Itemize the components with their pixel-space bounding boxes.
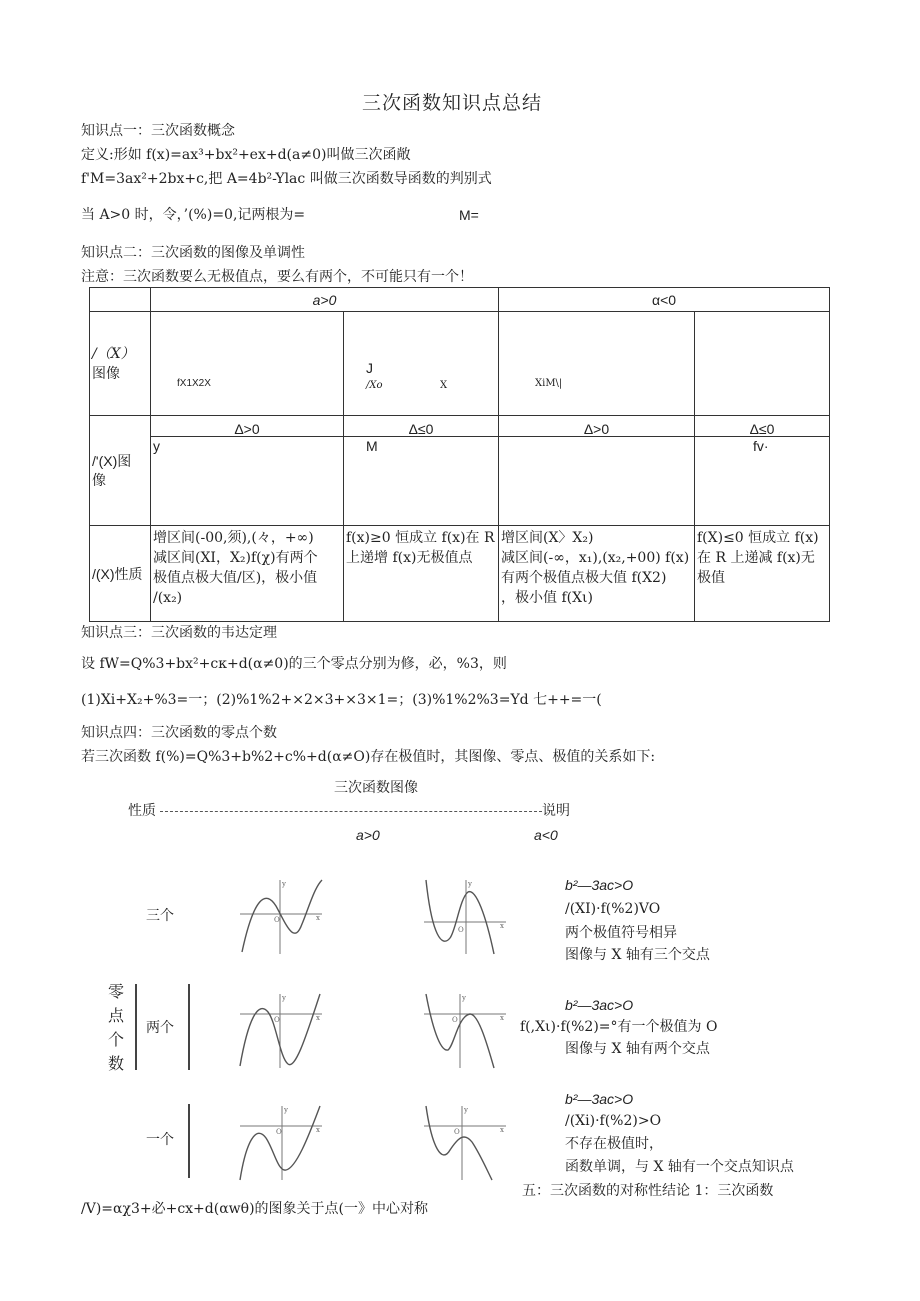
property-cell-1 [151,526,344,622]
vieta-formulas: (1)Xi+X₂+%3=一；(2)%1%2+×2×3+×3×1=；(3)%1%2%3=Yd 七++=一( [81,692,602,708]
note-three-1: b²—3ac>O [565,877,634,893]
side-bar [135,984,137,1070]
deriv-cell-1 [151,416,344,526]
graph-cell-3 [499,312,695,416]
deriv-cell-3 [499,416,695,526]
table-corner [90,288,151,312]
shuoming-label: 说明 [542,803,570,819]
axis-o: O [452,1016,458,1024]
graph-cell-2-b: X [440,380,448,391]
property-1-line: /(x₂) [153,590,183,606]
row-property-label: /(X)性质 [90,526,151,622]
side-label-char: 零 [108,982,125,1001]
graph-cell-3-text: XiM\| [535,378,563,389]
property-2-line: 上递增 f(x)无极值点 [346,550,473,566]
property-3-line: ，极小值 f(Xι) [501,590,594,606]
graph-three-neg [420,876,510,956]
axis-y: y [284,1106,288,1114]
right-bar-2 [188,984,190,1070]
graph-two-pos [236,990,326,1070]
section3-heading: 知识点三：三次函数的韦达定理 [81,625,277,641]
axis-x: x [500,1126,504,1134]
property-cell-3 [499,526,695,622]
row-deriv-label-line1: /'(X)图 [92,452,132,469]
delta-4: Δ≤0 [695,416,829,437]
graph-cell-2-a: /Xo [366,380,383,391]
note-two-1: b²—3ac>O [565,997,634,1013]
property-3-line: 增区间(X〉X₂) [501,530,594,546]
axis-x: x [500,922,504,930]
section1-heading: 知识点一：三次函数概念 [81,123,235,139]
axis-y: y [464,1106,468,1114]
note-one-2: /(Xi)·f(%2)>O [565,1113,662,1129]
header-a-positive: a>0 [151,288,499,312]
graph-cell-1 [151,312,344,416]
section2-heading: 知识点二：三次函数的图像及单调性 [81,245,305,261]
section5-line1: 五：三次函数的对称性结论 1：三次函数 [522,1183,774,1199]
deriv-cell-4 [695,416,830,526]
graph-title: 三次函数图像 [334,780,418,796]
note-three-2: /(XI)·f(%2)VO [565,901,661,917]
property-4-line: f(X)≤0 恒成立 f(x) [697,530,819,546]
axis-y: y [282,994,286,1002]
graph-cell-2 [344,312,499,416]
axis-y: y [468,880,472,888]
property-cell-4 [695,526,830,622]
axis-o: O [274,916,280,924]
side-label-char: 个 [108,1030,125,1049]
property-4-line: 在 R 上递减 f(x)无 [697,550,815,566]
row-label-three: 三个 [146,908,174,924]
header-a-neg: a<0 [534,827,558,843]
axis-o: O [276,1128,282,1136]
note-two-3: 图像与 X 轴有两个交点 [565,1041,710,1057]
delta-1: Δ>0 [151,416,343,437]
page-title: 三次函数知识点总结 [362,92,543,114]
graph-cell-1-text: fX1X2X [177,378,211,389]
graph-one-pos [236,1102,326,1182]
axis-o: O [274,1016,280,1024]
row-label-two: 两个 [146,1020,174,1036]
note-two-2: f(,Xι)·f(%2)=°有一个极值为 O [520,1019,718,1035]
monotonicity-table [89,287,830,622]
property-3-line: 有两个极值点极大值 f(X2) [501,570,667,586]
xingzhi-label: 性质 [128,803,156,819]
note-one-4: 函数单调，与 X 轴有一个交点知识点 [565,1159,794,1175]
dashed-divider [160,811,542,812]
note-three-3: 两个极值符号相异 [565,925,677,941]
deriv-cell-4-fv: fv· [753,438,769,454]
header-a-pos: a>0 [356,827,380,843]
graph-cell-4 [695,312,830,416]
row-graph-label [90,312,151,416]
graph-cell-2-top: J [366,360,373,376]
graph-three-pos [236,876,326,956]
delta-3: Δ>0 [499,416,694,437]
row-graph-label-line1: /（X） [92,345,135,362]
property-2-line: f(x)≥0 恒成立 f(x)在 R [346,530,495,546]
axis-x: x [316,1014,320,1022]
property-1-line: 增区间(-00,须),(々，+∞) [153,530,314,546]
note-one-1: b²—3ac>O [565,1091,634,1107]
row-graph-label-line2: 图像 [92,365,120,382]
graph-two-neg [420,990,510,1070]
property-1-line: 减区间(XI，X₂)f(χ)有两个 [153,550,318,566]
property-1-line: 极值点极大值/区)，极小值 [153,570,318,586]
axis-x: x [500,1014,504,1022]
side-label-char: 点 [108,1006,125,1025]
property-4-line: 极值 [697,570,725,586]
roots-m: M= [459,207,479,223]
definition-line: 定义:形如 f(x)=ax³+bx²+ex+d(a≠0)叫做三次函敞 [81,147,411,163]
delta-2: Δ≤0 [344,416,498,437]
header-a-negative: α<0 [499,288,830,312]
side-label-char: 数 [108,1054,125,1073]
note-line: 注意：三次函数要么无极值点，要么有两个，不可能只有一个！ [81,269,473,285]
derivative-line: f'M=3ax²+2bx+c,把 A=4b²-Ylac 叫做三次函数导函数的判别式 [81,171,492,187]
property-3-line: 减区间(-∞，x₁),(x₂,+00) f(x) [501,550,690,566]
property-cell-2 [344,526,499,622]
section4-heading: 知识点四：三次函数的零点个数 [81,725,277,741]
axis-x: x [316,1126,320,1134]
axis-o: O [458,926,464,934]
section5-line2: /V)=αχ3+必+cx+d(αwθ)的图象关于点(一》中心对称 [81,1201,429,1217]
row-deriv-label-line2: 像 [92,472,106,489]
axis-y: y [462,994,466,1002]
deriv-cell-2 [344,416,499,526]
row-deriv-label [90,416,151,526]
roots-line: 当 A>0 时，令，’(%)=0,记两根为= [81,207,306,223]
axis-o: O [454,1128,460,1136]
graph-one-neg [420,1102,510,1182]
vieta-intro: 设 fW=Q%3+bx²+cκ+d(α≠0)的三个零点分别为修，必，%3，则 [81,656,507,672]
row-label-one: 一个 [146,1132,174,1148]
axis-x: x [316,914,320,922]
deriv-cell-2-m: M [366,438,378,454]
note-three-4: 图像与 X 轴有三个交点 [565,947,710,963]
zero-intro: 若三次函数 f(%)=Q%3+b%2+c%+d(α≠O)存在极值时，其图像、零点、极值的关系如下: [81,749,656,765]
right-bar-3 [188,1104,190,1178]
note-one-3: 不存在极值时， [565,1136,663,1152]
deriv-cell-1-y: y [153,438,160,454]
axis-y: y [282,880,286,888]
